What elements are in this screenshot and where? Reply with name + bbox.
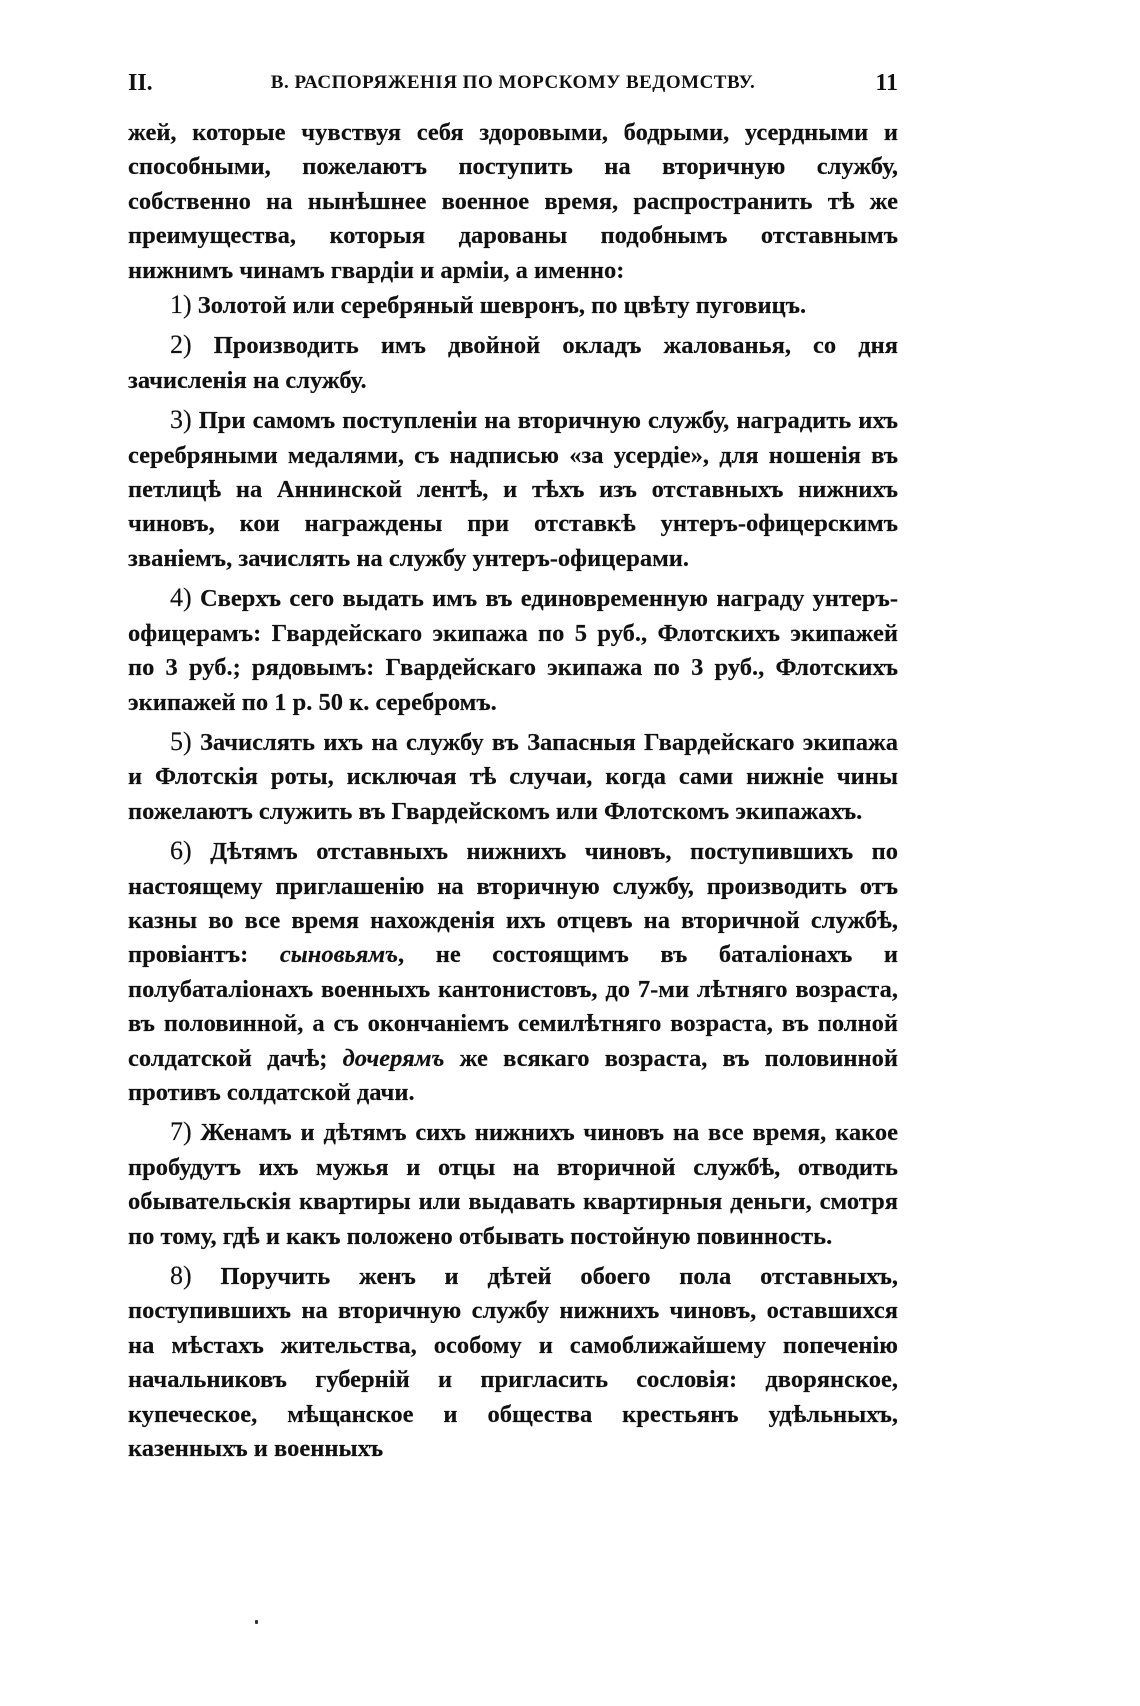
intro-paragraph: жей, которые чувствуя себя здоровыми, бодрыми, усердными и способными, пожелаютъ поступить на вторичную службу, собственно на нынѣшнее военное время, распространить тѣ же преимущества, которыя дарованы подобнымъ отставнымъ нижнимъ чинамъ гвардіи и арміи, а именно:	[128, 119, 898, 284]
item-text: Поручить женъ и дѣтей обоего пола отставныхъ, поступившихъ на вторичную службу нижнихъ чиновъ, оставшихся на мѣстахъ жительства, особому и самоближайшему попеченію начальниковъ губерній и пригласить сословія: дворянское, купеческое, мѣщанское и общества крестьянъ удѣльныхъ, казенныхъ и военныхъ	[128, 1263, 898, 1463]
list-item-4	[128, 581, 898, 720]
item-number: 3)	[170, 405, 192, 435]
item-text: Зачислять ихъ на службу въ Запасныя Гвардейскаго экипажа и Флотскія роты, исключая тѣ случаи, когда сами нижніе чины пожелаютъ служить въ Гвардейскомъ или Флотскомъ экипажахъ.	[128, 728, 899, 825]
list-item-8	[128, 1259, 898, 1466]
list-item-3	[128, 403, 898, 576]
item-text: При самомъ поступленіи на вторичную службу, наградить ихъ серебряными медалями, съ надписью «за усердіе», для ношенія въ петлицѣ на Аннинской лентѣ, и тѣхъ изъ отставныхъ нижнихъ чиновъ, кои награждены при отставкѣ унтеръ-офицерскимъ званіемъ, зачислять на службу унтеръ-офицерами.	[128, 407, 898, 572]
running-head	[128, 70, 898, 110]
list-item-1	[128, 288, 898, 323]
item-text: Женамъ и дѣтямъ сихъ нижнихъ чиновъ на все время, какое пробудутъ ихъ мужья и отцы на вторичной службѣ, отводить обывательскія квартиры или выдавать квартирныя деньги, смотря по тому, гдѣ и какъ положено отбывать постойную повинность.	[128, 1119, 899, 1250]
text-block	[128, 116, 898, 1466]
item-number: 6)	[170, 836, 192, 866]
item-number: 5)	[170, 726, 192, 756]
list-item-7	[128, 1115, 898, 1254]
page-body	[128, 70, 898, 1466]
list-item-2	[128, 328, 898, 398]
italic-term-daughters: дочерямъ	[342, 1044, 445, 1072]
item-text: Производить имъ двойной окладъ жалованья, со дня зачисленія на службу.	[128, 332, 899, 394]
item-text: Сверхъ сего выдать имъ въ единовременную награду унтеръ-офицерамъ: Гвардейскаго экипажа по 5 руб., Флотскихъ экипажей по 3 руб.; рядовымъ: Гвардейскаго экипажа по 3 руб., Флотскихъ экипажей по 1 р. 50 к. серебромъ.	[128, 585, 899, 716]
item-text: , не состоящимъ въ баталіонахъ и полубаталіонахъ военныхъ кантонистовъ, до 7-ми лѣтняго возраста, въ половинной, а съ окончаніемъ семилѣтняго возраста, въ полной солдатской дачѣ;	[128, 941, 898, 1072]
item-number: 4)	[170, 583, 192, 613]
italic-term-sons: сыновьямъ	[279, 941, 399, 969]
running-title: В. РАСПОРЯЖЕНІЯ ПО МОРСКОМУ ВЕДОМСТВУ.	[270, 72, 756, 93]
item-text: Дѣтямъ отставныхъ нижнихъ чиновъ, поступившихъ по настоящему приглашенію на вторичную службу, производить отъ казны во все время нахожденія ихъ отцевъ на вторичной службѣ, провіантъ:	[128, 838, 898, 969]
item-text: Золотой или серебряный шевронъ, по цвѣту пуговицъ.	[197, 292, 807, 320]
list-item-5	[128, 725, 898, 829]
page-number: 11	[875, 70, 898, 96]
list-item-6	[128, 834, 898, 1110]
item-number: 7)	[170, 1117, 192, 1147]
item-text: же всякаго возраста, въ половинной противъ солдатской дачи.	[128, 1044, 898, 1106]
item-number: 8)	[170, 1261, 192, 1290]
item-number: 1)	[170, 290, 192, 320]
section-number: II.	[128, 70, 153, 96]
ink-speck	[255, 1620, 258, 1624]
item-number: 2)	[170, 330, 192, 360]
